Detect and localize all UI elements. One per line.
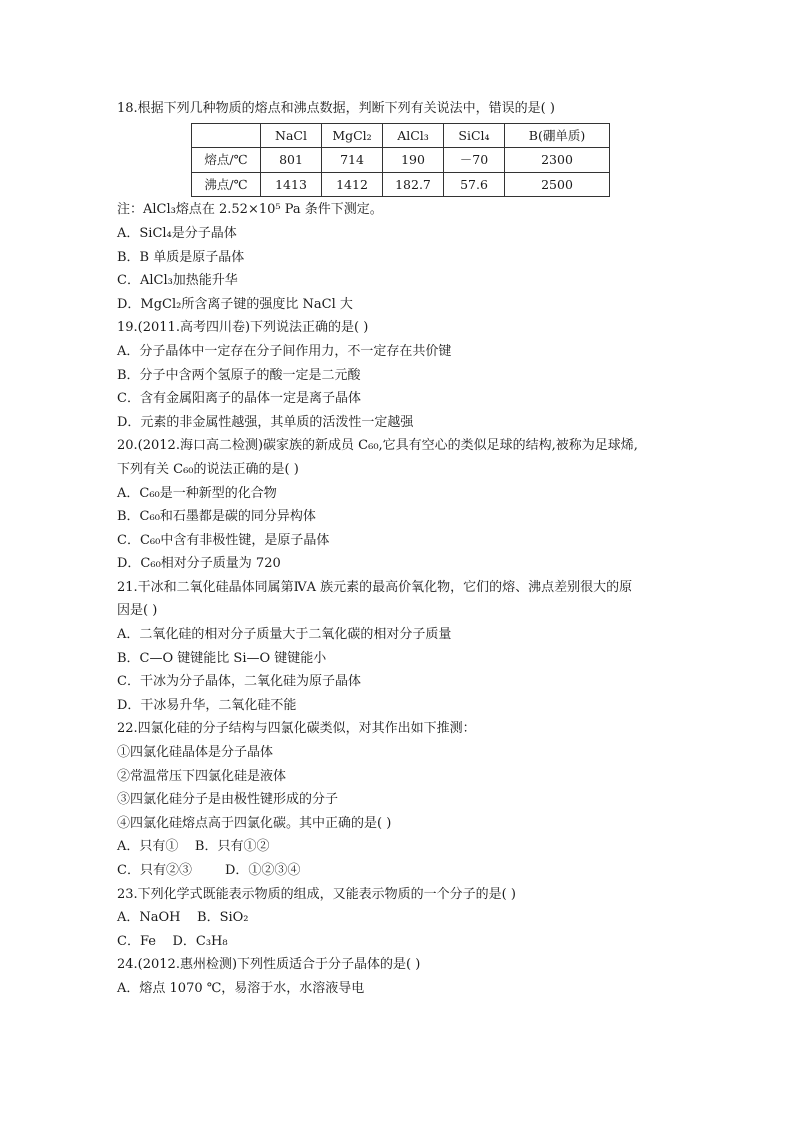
question-21-option-d: D．干冰易升华，二氧化硅不能 (117, 697, 297, 713)
table-header-cell (192, 123, 261, 148)
question-18-option-d: D．MgCl₂所含离子键的强度比 NaCl 大 (117, 296, 353, 312)
question-21-stem-line-2: 因是( ) (117, 603, 158, 619)
question-20-option-c: C．C₆₀中含有非极性键，是原子晶体 (117, 532, 330, 548)
question-22-stem: 22.四氯化硅的分子结构与四氯化碳类似，对其作出如下推测： (117, 721, 476, 737)
question-21-option-b: B．C—O 键键能比 Si—O 键键能小 (117, 650, 327, 666)
question-22-statement-2: ②常温常压下四氯化硅是液体 (117, 768, 287, 784)
question-24-option-a: A．熔点 1070 ℃，易溶于水，水溶液导电 (117, 980, 365, 996)
melting-boiling-point-table (191, 123, 610, 198)
table-row (192, 172, 610, 197)
question-19-option-a: A．分子晶体中一定存在分子间作用力，不一定存在共价键 (117, 343, 452, 359)
table-header-cell: SiCl₄ (444, 123, 505, 148)
table-cell: 190 (383, 148, 444, 173)
question-20-stem-line-1: 20.(2012.海口高二检测)碳家族的新成员 C₆₀,它具有空心的类似足球的结构,被称为足球烯, (117, 438, 638, 454)
question-19-option-d: D．元素的非金属性越强，其单质的活泼性一定越强 (117, 414, 414, 430)
question-19-option-c: C．含有金属阳离子的晶体一定是离子晶体 (117, 391, 361, 407)
question-18-note: 注：AlCl₃熔点在 2.52×10⁵ Pa 条件下测定。 (117, 202, 383, 218)
question-23-stem: 23.下列化学式既能表示物质的组成，又能表示物质的一个分子的是( ) (117, 886, 516, 902)
table-header-cell: NaCl (261, 123, 322, 148)
table-cell: 57.6 (444, 172, 505, 197)
question-18-option-a: A．SiCl₄是分子晶体 (117, 225, 237, 241)
table-cell: －70 (444, 148, 505, 173)
question-22-statement-4: ④四氯化硅熔点高于四氯化碳。其中正确的是( ) (117, 815, 392, 831)
question-22-options-line-1: A．只有① B．只有①② (117, 839, 270, 855)
table-cell: 熔点/℃ (192, 148, 261, 173)
table-header-cell: B(硼单质) (505, 123, 610, 148)
question-20-option-a: A．C₆₀是一种新型的化合物 (117, 485, 277, 501)
question-21-option-a: A．二氧化硅的相对分子质量大于二氧化碳的相对分子质量 (117, 627, 452, 643)
question-19-stem: 19.(2011.高考四川卷)下列说法正确的是( ) (117, 320, 369, 336)
table-header-cell: AlCl₃ (383, 123, 444, 148)
question-18-option-c: C．AlCl₃加热能升华 (117, 273, 238, 289)
exam-page (117, 97, 687, 1001)
table-header-row (192, 123, 610, 148)
question-21-stem-line-1: 21.干冰和二氧化硅晶体同属第ⅣA 族元素的最高价氧化物，它们的熔、沸点差别很大的原 (117, 579, 633, 595)
table-cell: 182.7 (383, 172, 444, 197)
question-20-option-b: B．C₆₀和石墨都是碳的同分异构体 (117, 509, 316, 525)
question-23-options-line-2: C．Fe D．C₃H₈ (117, 933, 228, 949)
question-22-statement-3: ③四氯化硅分子是由极性键形成的分子 (117, 792, 339, 808)
table-cell: 沸点/℃ (192, 172, 261, 197)
question-20-stem-line-2: 下列有关 C₆₀的说法正确的是( ) (117, 461, 299, 477)
question-18-option-b: B．B 单质是原子晶体 (117, 249, 245, 265)
question-22-options-line-2: C．只有②③ D．①②③④ (117, 863, 301, 878)
question-24-stem: 24.(2012.惠州检测)下列性质适合于分子晶体的是( ) (117, 957, 421, 973)
table-cell: 1412 (322, 172, 383, 197)
question-21-option-c: C．干冰为分子晶体，二氧化硅为原子晶体 (117, 674, 361, 690)
table-cell: 2300 (505, 148, 610, 173)
question-23-options-line-1: A．NaOH B．SiO₂ (117, 910, 249, 926)
table-cell: 1413 (261, 172, 322, 197)
table-header-cell: MgCl₂ (322, 123, 383, 148)
question-20-option-d: D．C₆₀相对分子质量为 720 (117, 556, 281, 572)
question-18-stem: 18.根据下列几种物质的熔点和沸点数据，判断下列有关说法中，错误的是( ) (117, 101, 555, 116)
table-cell: 2500 (505, 172, 610, 197)
question-22-statement-1: ①四氯化硅晶体是分子晶体 (117, 745, 274, 761)
question-19-option-b: B．分子中含两个氢原子的酸一定是二元酸 (117, 367, 361, 383)
table-row (192, 148, 610, 173)
table-cell: 714 (322, 148, 383, 173)
table-cell: 801 (261, 148, 322, 173)
